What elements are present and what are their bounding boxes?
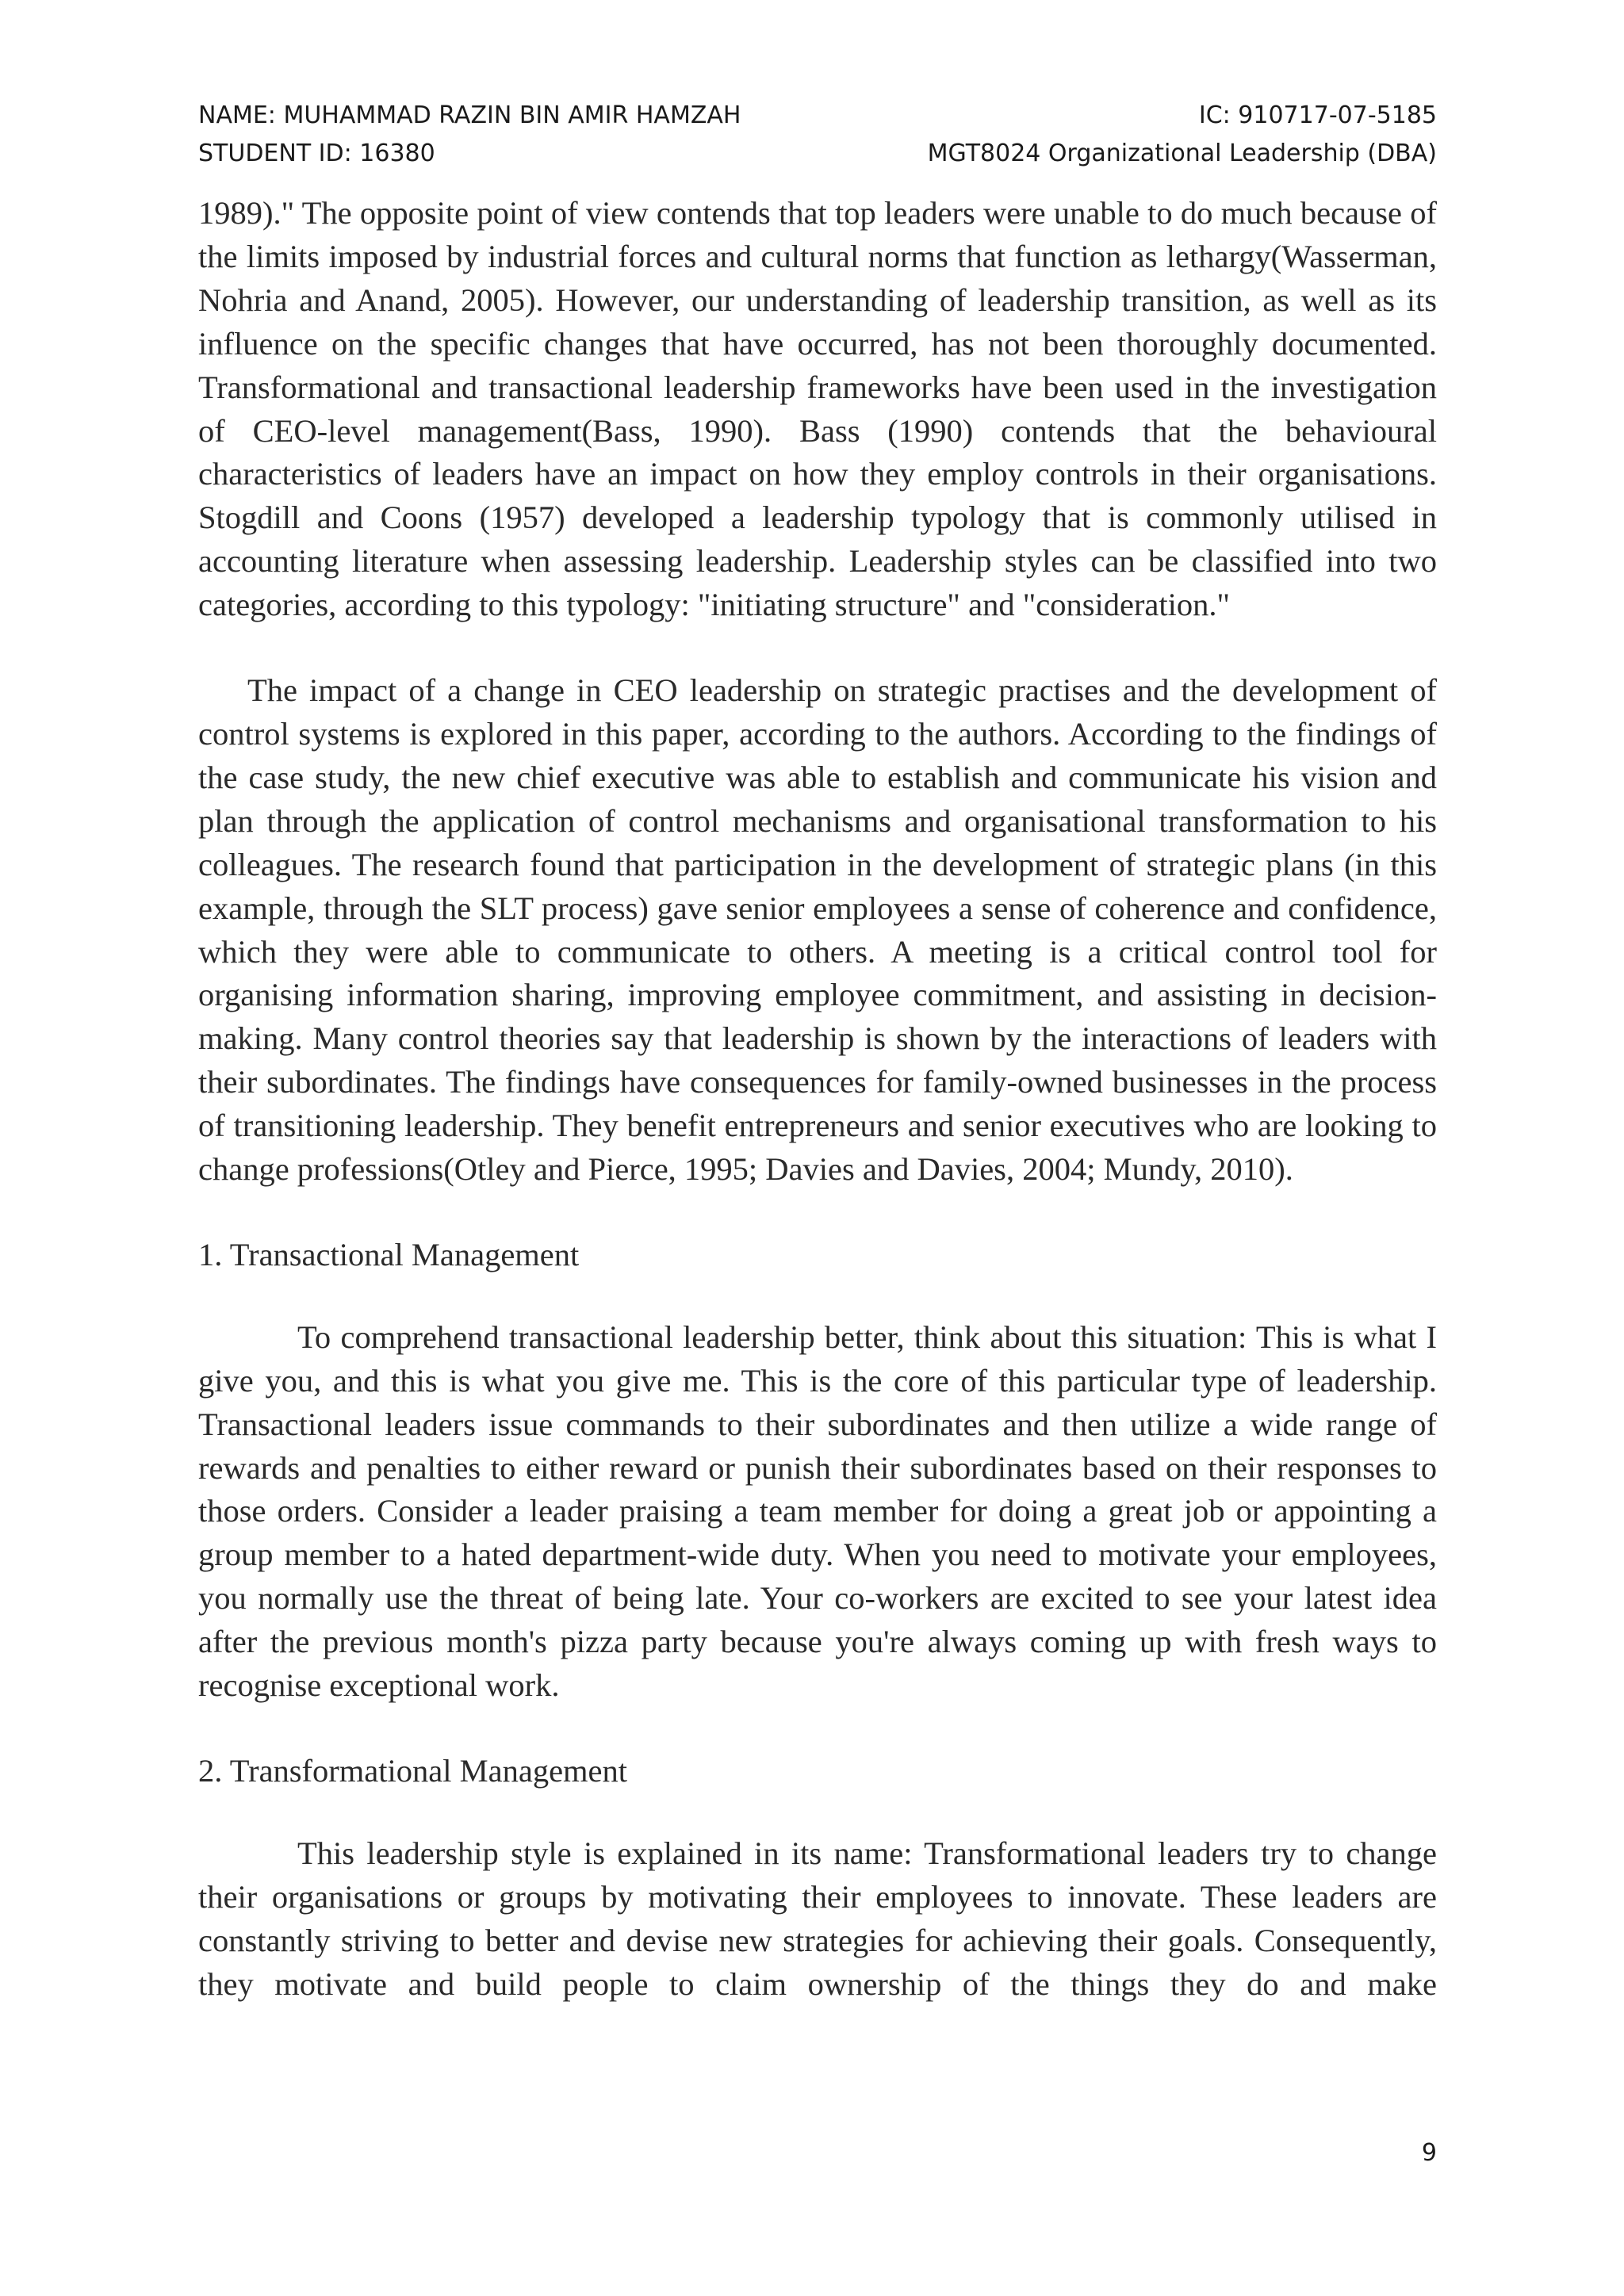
page-header xyxy=(198,97,1437,173)
header-row-1 xyxy=(198,97,1437,135)
paragraph-2: The impact of a change in CEO leadership on strategic practises and the development of control systems is explored in this paper, according to the authors. According to the findings of the case study, the new chief executive was able to establish and communicate his vision and plan through the application of control mechanisms and organisational transformation to his colleagues. The research found that participation in the development of strategic plans (in this example, through the SLT process) gave senior employees a sense of coherence and confidence, which they were able to communicate to others. A meeting is a critical control tool for organising information sharing, improving employee commitment, and assisting in decision-making. Many control theories say that leadership is shown by the interactions of leaders with their subordinates. The findings have consequences for family-owned businesses in the process of transitioning leadership. They benefit entrepreneurs and senior executives who are looking to change professions(Otley and Pierce, 1995; Davies and Davies, 2004; Mundy, 2010). xyxy=(198,672,1437,1188)
paragraph-3: To comprehend transactional leadership better, think about this situation: This is what I give you, and this is what you give me. This is the core of this particular type of leadership. Transactional leaders issue commands to their subordinates and then utilize a wide range of rewards and penalties to either reward or punish their subordinates based on their responses to those orders. Consider a leader praising a team member for doing a great job or appointing a group member to a hated department-wide duty. When you need to motivate your employees, you normally use the threat of being late. Your co-workers are excited to see your latest idea after the previous month's pizza party because you're always coming up with fresh ways to recognise exceptional work. xyxy=(198,1318,1437,1704)
course-title: MGT8024 Organizational Leadership (DBA) xyxy=(927,140,1437,167)
student-id: STUDENT ID: 16380 xyxy=(198,140,435,167)
document-body xyxy=(198,192,1437,2007)
paragraph-4: This leadership style is explained in its name: Transformational leaders try to change their organisations or groups by motivating their employees to innovate. These leaders are constantly striving to better and devise new strategies for achieving their goals. Consequently, they motivate and build people to claim ownership of the things they do and make xyxy=(198,1835,1437,2002)
header-row-2 xyxy=(198,135,1437,173)
section-heading-transformational: 2. Transformational Management xyxy=(198,1753,628,1789)
student-ic: IC: 910717-07-5185 xyxy=(1198,101,1437,129)
paragraph-1: 1989)." The opposite point of view contends that top leaders were unable to do much because of the limits imposed by industrial forces and cultural norms that function as lethargy(Wasserman, Nohria and Anand, 2005). However, our understanding of leadership transition, as well as its influence on the specific changes that have occurred, has not been thoroughly documented. Transformational and transactional leadership frameworks have been used in the investigation of CEO-level management(Bass, 1990). Bass (1990) contends that the behavioural characteristics of leaders have an impact on how they employ controls in their organisations. Stogdill and Coons (1957) developed a leadership typology that is commonly utilised in accounting literature when assessing leadership. Leadership styles can be classified into two categories, according to this typology: "initiating structure" and "consideration." xyxy=(198,195,1437,623)
student-name: NAME: MUHAMMAD RAZIN BIN AMIR HAMZAH xyxy=(198,101,741,129)
page-number: 9 xyxy=(1421,2139,1437,2167)
section-heading-transactional: 1. Transactional Management xyxy=(198,1236,580,1272)
